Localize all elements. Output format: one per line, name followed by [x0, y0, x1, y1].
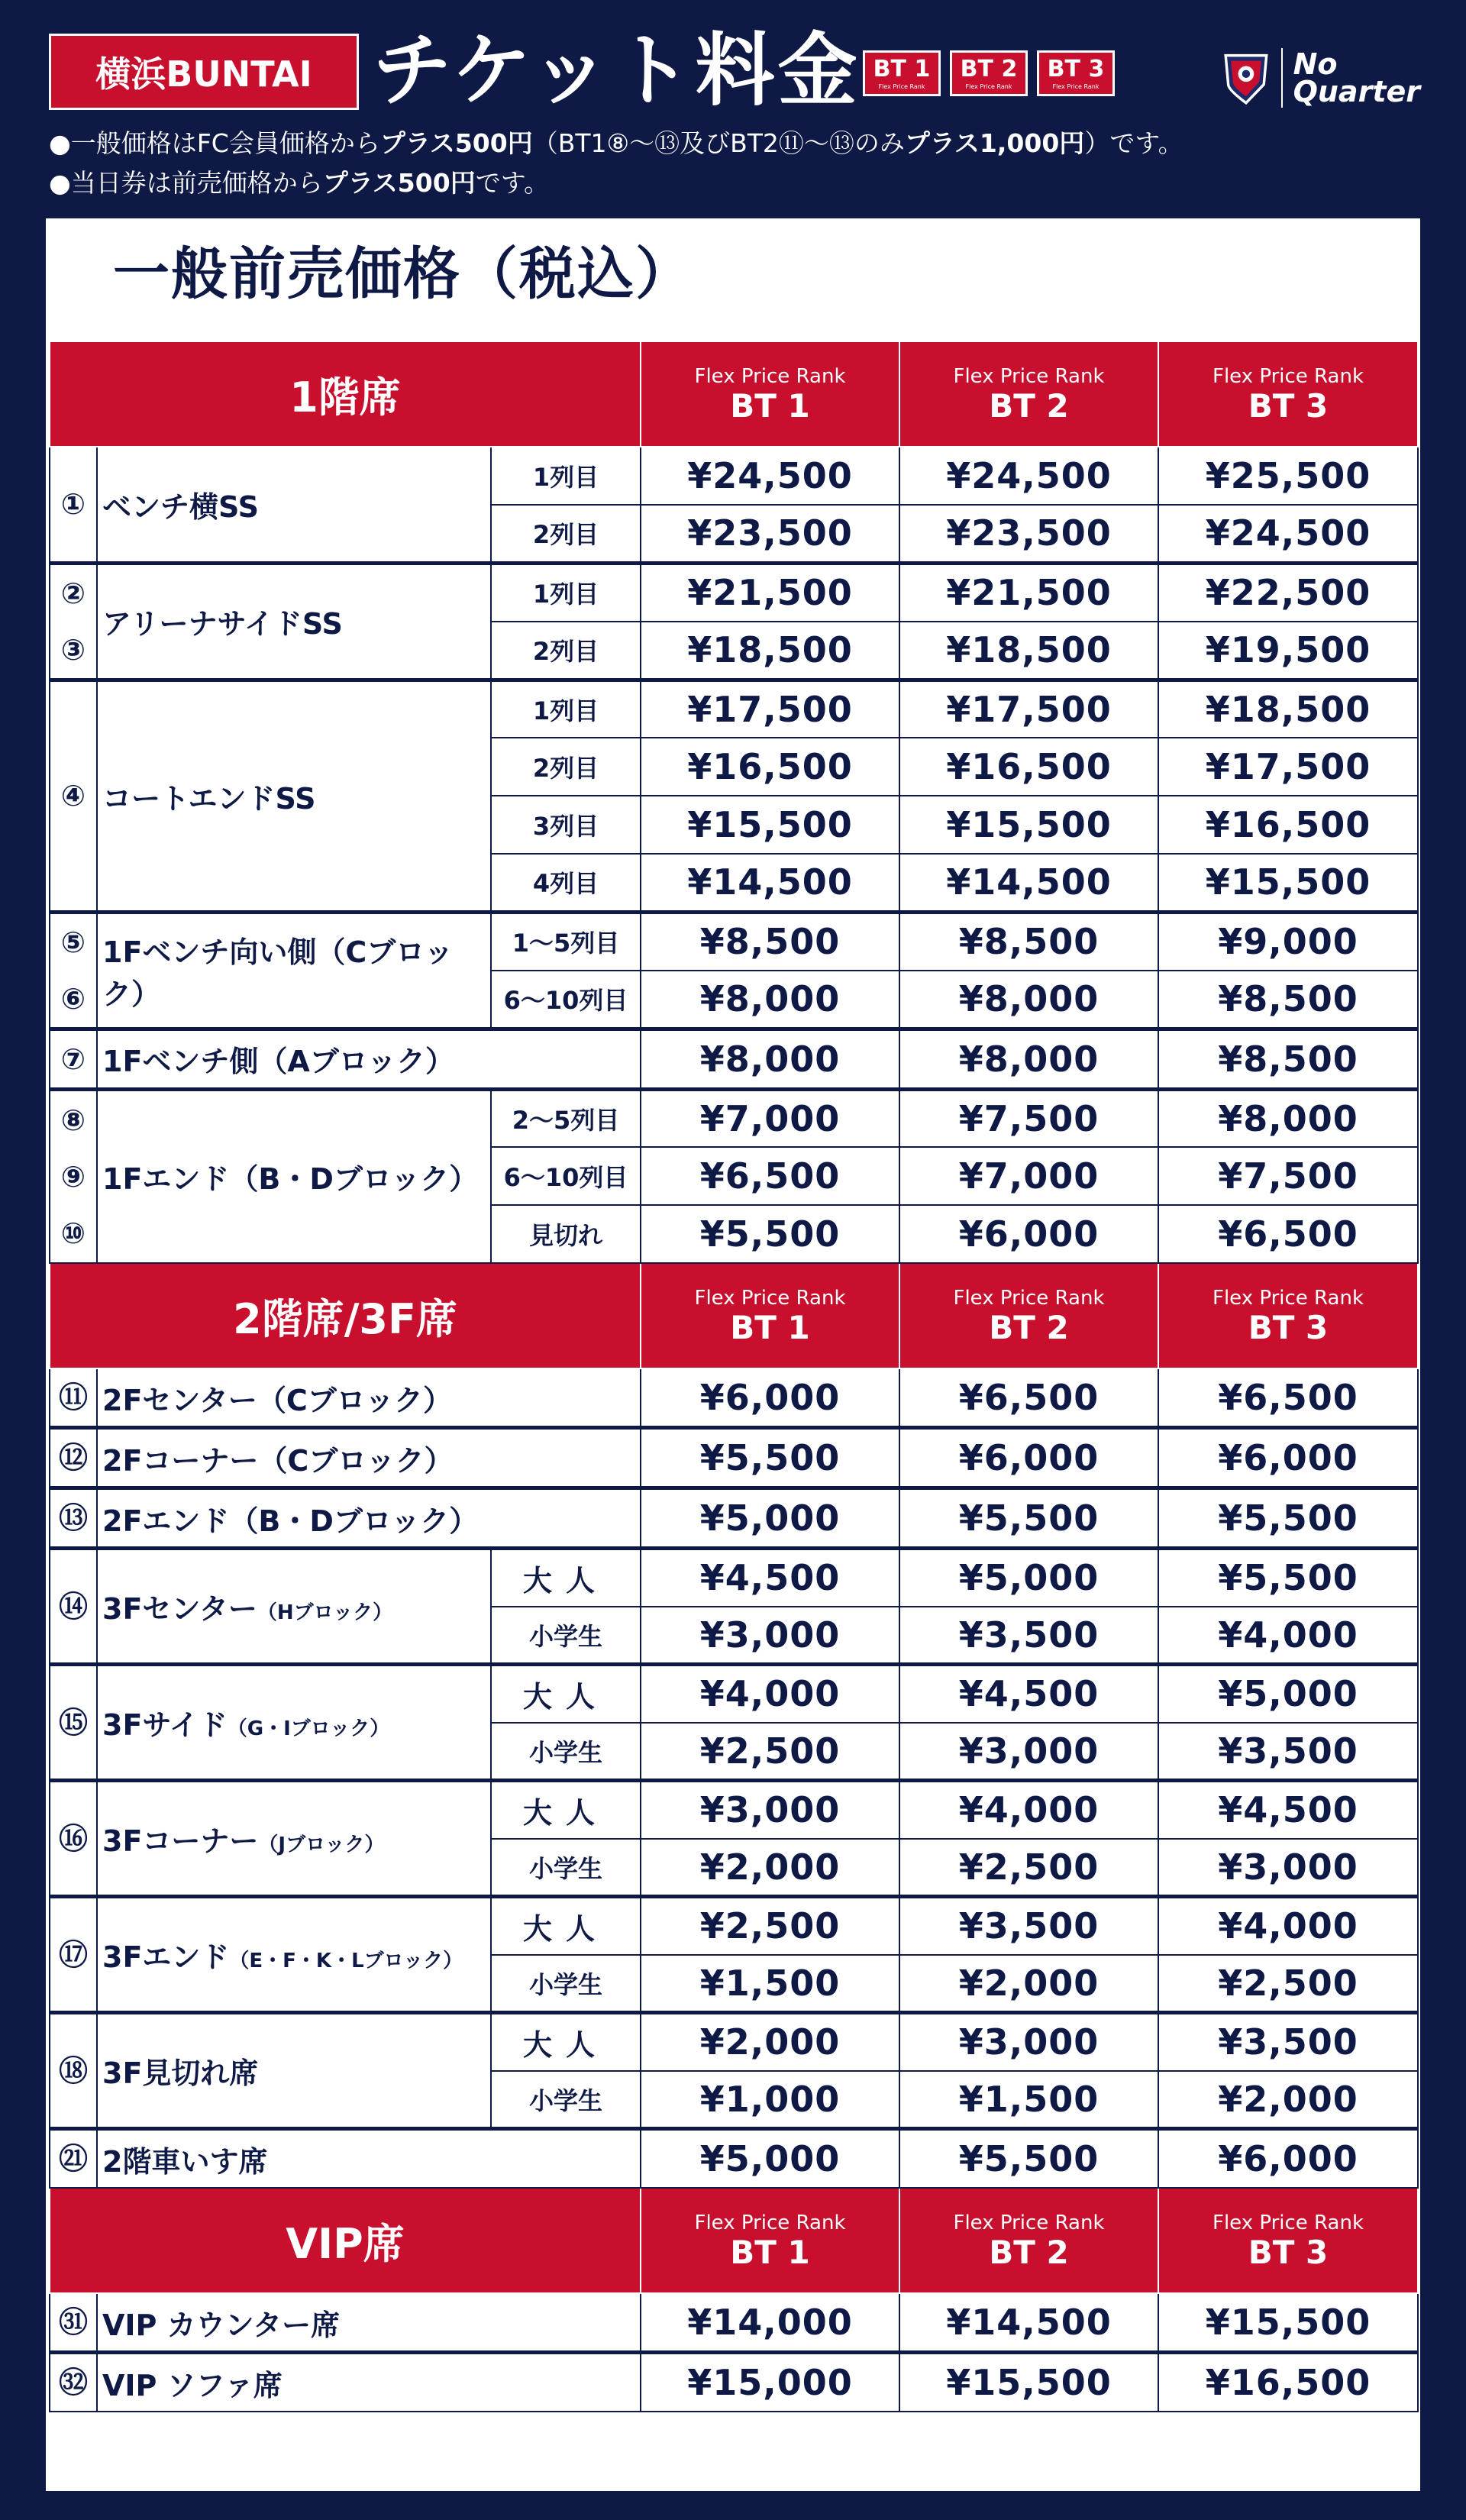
- venue-badge: 横浜BUNTAI: [49, 34, 359, 110]
- note-text: （BT1⑧〜⑬及びBT2⑪〜⑬のみ: [532, 128, 905, 158]
- price-bt2: ¥18,500: [899, 622, 1158, 680]
- price-bt3: ¥8,500: [1158, 971, 1418, 1029]
- bt3-badge: [1037, 50, 1115, 96]
- seat-name-label: 1Fベンチ向い側（Cブロック）: [102, 935, 454, 1011]
- page-title: チケット料金: [373, 24, 861, 117]
- seat-name-label: 3Fサイド: [102, 1708, 228, 1742]
- price-bt1: ¥2,000: [641, 2013, 899, 2071]
- price-row: [50, 1781, 1418, 1839]
- seat-number: [50, 2293, 97, 2353]
- seat-number-label: ⑫: [58, 1441, 88, 1475]
- price-bt2: ¥5,500: [899, 1488, 1158, 1549]
- price-bt3: ¥15,500: [1158, 854, 1418, 912]
- row-label: 6〜10列目: [491, 1147, 641, 1205]
- row-label: 小学生: [491, 1607, 641, 1665]
- group-header-row: [50, 341, 1418, 447]
- bt3-badge-sub: Flex Price Rank: [1052, 83, 1100, 90]
- seat-name-label: ベンチ横SS: [102, 489, 260, 524]
- price-bt3: ¥3,500: [1158, 2013, 1418, 2071]
- price-bt2: ¥3,000: [899, 2013, 1158, 2071]
- price-bt3: ¥2,500: [1158, 1955, 1418, 2013]
- price-bt1: ¥14,500: [641, 854, 899, 912]
- price-bt2: ¥6,000: [899, 1205, 1158, 1263]
- price-bt2: ¥15,500: [899, 796, 1158, 854]
- bt1-column-header: [641, 341, 899, 447]
- price-bt2: ¥6,000: [899, 1428, 1158, 1488]
- price-bt1: ¥8,000: [641, 1029, 899, 1089]
- seat-block-label: （E・F・K・Lブロック）: [229, 1950, 463, 1972]
- notes: [49, 124, 1183, 203]
- seat-number: [50, 1029, 97, 1089]
- price-bt2: ¥5,000: [899, 1549, 1158, 1607]
- price-bt3: ¥15,500: [1158, 2293, 1418, 2353]
- row-label: 2列目: [491, 622, 641, 680]
- flex-price-rank-label: Flex Price Rank: [1213, 2211, 1364, 2234]
- seat-name: [97, 2353, 641, 2412]
- logo-wordmark: [1293, 47, 1420, 108]
- row-label: 1列目: [491, 563, 641, 622]
- price-bt1: ¥2,500: [641, 1897, 899, 1955]
- row-label: 1〜5列目: [491, 912, 641, 971]
- row-label: 小学生: [491, 1955, 641, 2013]
- note-emphasis: プラス500円: [379, 128, 533, 158]
- flex-price-rank-label: Flex Price Rank: [694, 1287, 846, 1310]
- price-bt2: ¥8,000: [899, 1029, 1158, 1089]
- price-bt2: ¥5,500: [899, 2129, 1158, 2189]
- seat-name: [97, 2293, 641, 2353]
- price-bt3: ¥4,000: [1158, 1897, 1418, 1955]
- price-bt2: ¥2,500: [899, 1839, 1158, 1897]
- seat-number-label: ②: [60, 576, 86, 610]
- price-bt3: ¥3,000: [1158, 1839, 1418, 1897]
- bt-label: BT 1: [730, 1309, 810, 1346]
- price-row: [50, 912, 1418, 971]
- flex-price-rank-label: Flex Price Rank: [953, 2211, 1105, 2234]
- price-bt2: ¥3,500: [899, 1607, 1158, 1665]
- price-table: [49, 341, 1419, 2412]
- seat-name-label: 1Fエンド（B・Dブロック）: [102, 1162, 479, 1197]
- price-bt3: ¥22,500: [1158, 563, 1418, 622]
- price-bt2: ¥24,500: [899, 447, 1158, 505]
- seat-number: [50, 1897, 97, 2013]
- bt1-column-header: [641, 2188, 899, 2293]
- price-bt2: ¥8,000: [899, 971, 1158, 1029]
- seat-name-label: 2階車いす席: [102, 2144, 268, 2179]
- price-row: [50, 1665, 1418, 1723]
- seat-name-label: 3F見切れ席: [102, 2056, 259, 2090]
- seat-name-label: 2Fセンター（Cブロック）: [102, 1383, 453, 1417]
- bt2-column-header: [899, 2188, 1158, 2293]
- group-title: 1階席: [50, 341, 641, 447]
- row-label: 見切れ: [491, 1205, 641, 1263]
- price-row: [50, 1428, 1418, 1488]
- seat-number-label: ㉛: [58, 2305, 88, 2339]
- price-row: [50, 2129, 1418, 2189]
- seat-name-label: VIP ソファ席: [102, 2368, 283, 2402]
- seat-name-label: 2Fコーナー（Cブロック）: [102, 1443, 454, 1478]
- seat-number: [50, 1428, 97, 1488]
- price-bt3: ¥9,000: [1158, 912, 1418, 971]
- price-bt1: ¥16,500: [641, 738, 899, 796]
- row-label: 大人: [491, 1781, 641, 1839]
- seat-name: [97, 1897, 491, 2013]
- flex-price-rank-label: Flex Price Rank: [953, 1287, 1105, 1310]
- bt-label: BT 1: [730, 387, 810, 425]
- row-label: 大人: [491, 1665, 641, 1723]
- price-bt1: ¥5,500: [641, 1428, 899, 1488]
- seat-number: [50, 2353, 97, 2412]
- price-row: [50, 563, 1418, 622]
- note-text: ●当日券は前売価格から: [49, 168, 323, 198]
- flex-price-rank-label: Flex Price Rank: [1213, 1287, 1364, 1310]
- price-bt3: ¥16,500: [1158, 2353, 1418, 2412]
- note-emphasis: プラス500円: [322, 168, 476, 198]
- seat-name: [97, 680, 491, 912]
- price-bt3: ¥24,500: [1158, 505, 1418, 563]
- price-bt1: ¥18,500: [641, 622, 899, 680]
- bt2-badge: [950, 50, 1028, 96]
- team-logo: [1222, 40, 1420, 116]
- price-bt3: ¥5,000: [1158, 1665, 1418, 1723]
- price-bt1: ¥15,500: [641, 796, 899, 854]
- price-bt2: ¥8,500: [899, 912, 1158, 971]
- price-bt1: ¥2,000: [641, 1839, 899, 1897]
- price-bt2: ¥14,500: [899, 2293, 1158, 2353]
- price-sheet: [46, 218, 1420, 2491]
- seat-name-label: コートエンドSS: [102, 781, 316, 816]
- seat-number-label: ①: [60, 487, 86, 522]
- seat-name: [97, 912, 491, 1029]
- seat-number: [50, 563, 97, 680]
- seat-name: [97, 1029, 641, 1089]
- seat-number: [50, 447, 97, 563]
- price-bt3: ¥4,000: [1158, 1607, 1418, 1665]
- row-label: 大人: [491, 2013, 641, 2071]
- price-bt2: ¥4,500: [899, 1665, 1158, 1723]
- seat-number: [50, 1781, 97, 1897]
- price-bt3: ¥5,500: [1158, 1549, 1418, 1607]
- price-row: [50, 2353, 1418, 2412]
- seat-number-label: ⑧: [60, 1103, 86, 1137]
- price-bt1: ¥6,500: [641, 1147, 899, 1205]
- seat-name-label: 2Fエンド（B・Dブロック）: [102, 1504, 479, 1538]
- row-label: 大人: [491, 1897, 641, 1955]
- price-row: [50, 1089, 1418, 1147]
- price-bt2: ¥3,500: [899, 1897, 1158, 1955]
- price-row: [50, 2293, 1418, 2353]
- price-row: [50, 680, 1418, 738]
- price-bt1: ¥23,500: [641, 505, 899, 563]
- price-bt3: ¥6,500: [1158, 1368, 1418, 1428]
- section-title: 一般前売価格（税込）: [113, 241, 693, 307]
- price-bt1: ¥3,000: [641, 1781, 899, 1839]
- price-bt1: ¥1,500: [641, 1955, 899, 2013]
- seat-number: [50, 1368, 97, 1428]
- seat-name: [97, 1488, 641, 1549]
- group-title: VIP席: [50, 2188, 641, 2293]
- group-title: 2階席/3F席: [50, 1263, 641, 1368]
- price-bt3: ¥18,500: [1158, 680, 1418, 738]
- price-bt3: ¥8,500: [1158, 1029, 1418, 1089]
- bt2-column-header: [899, 1263, 1158, 1368]
- seat-name-label: 3Fエンド: [102, 1940, 230, 1974]
- seat-number-label: ⑪: [58, 1381, 88, 1414]
- note-line: [49, 163, 1183, 203]
- bt3-column-header: [1158, 341, 1418, 447]
- price-row: [50, 447, 1418, 505]
- bt-label: BT 3: [1248, 387, 1329, 425]
- seat-number: [50, 912, 97, 1029]
- row-label: 6〜10列目: [491, 971, 641, 1029]
- bt-label: BT 1: [730, 2234, 810, 2271]
- price-bt2: ¥7,500: [899, 1089, 1158, 1147]
- price-bt3: ¥6,500: [1158, 1205, 1418, 1263]
- price-bt3: ¥6,000: [1158, 1428, 1418, 1488]
- seat-name-label: VIP カウンター席: [102, 2308, 341, 2342]
- seat-number-label: ⑬: [58, 1501, 88, 1535]
- flex-price-rank-label: Flex Price Rank: [694, 2211, 846, 2234]
- price-bt2: ¥17,500: [899, 680, 1158, 738]
- price-bt3: ¥2,000: [1158, 2071, 1418, 2129]
- bt2-badge-label: BT 2: [960, 56, 1018, 82]
- price-bt1: ¥7,000: [641, 1089, 899, 1147]
- price-bt2: ¥2,000: [899, 1955, 1158, 2013]
- seat-number-label: ⑤: [60, 925, 86, 959]
- seat-block-label: （G・Iブロック）: [227, 1717, 390, 1740]
- seat-number: [50, 680, 97, 912]
- seat-name: [97, 1368, 641, 1428]
- seat-name: [97, 1549, 491, 1665]
- seat-number-label: ③: [60, 632, 86, 667]
- shield-icon: [1222, 46, 1271, 110]
- price-bt1: ¥1,000: [641, 2071, 899, 2129]
- seat-number: [50, 1089, 97, 1263]
- seat-name-label: 3Fセンター: [102, 1592, 257, 1626]
- row-label: 小学生: [491, 1839, 641, 1897]
- bt-label: BT 3: [1248, 1309, 1329, 1346]
- logo-text-quarter: Quarter: [1293, 75, 1420, 108]
- bt1-badge: [863, 50, 941, 96]
- price-bt2: ¥1,500: [899, 2071, 1158, 2129]
- price-bt2: ¥14,500: [899, 854, 1158, 912]
- bt-badge-group: [863, 50, 1115, 96]
- row-label: 3列目: [491, 796, 641, 854]
- bt1-badge-sub: Flex Price Rank: [878, 83, 925, 90]
- price-bt2: ¥7,000: [899, 1147, 1158, 1205]
- seat-block-label: （Jブロック）: [258, 1833, 385, 1856]
- seat-name: [97, 1089, 491, 1263]
- flex-price-rank-label: Flex Price Rank: [953, 365, 1105, 388]
- seat-name: [97, 2013, 491, 2129]
- price-bt3: ¥6,000: [1158, 2129, 1418, 2189]
- bt3-column-header: [1158, 1263, 1418, 1368]
- bt-label: BT 2: [989, 387, 1069, 425]
- seat-number-label: ⑭: [58, 1589, 88, 1623]
- group-header-row: [50, 2188, 1418, 2293]
- price-bt2: ¥16,500: [899, 738, 1158, 796]
- flex-price-rank-label: Flex Price Rank: [1213, 365, 1364, 388]
- price-bt3: ¥16,500: [1158, 796, 1418, 854]
- seat-number-label: ⑮: [58, 1705, 88, 1740]
- row-label: 2列目: [491, 505, 641, 563]
- price-bt1: ¥14,000: [641, 2293, 899, 2353]
- price-bt1: ¥2,500: [641, 1723, 899, 1781]
- seat-number-label: ⑥: [60, 981, 86, 1016]
- price-row: [50, 1897, 1418, 1955]
- seat-name: [97, 563, 491, 680]
- price-bt2: ¥21,500: [899, 563, 1158, 622]
- seat-number: [50, 2013, 97, 2129]
- bt3-column-header: [1158, 2188, 1418, 2293]
- seat-number-label: ㉜: [58, 2366, 88, 2399]
- seat-name-label: アリーナサイドSS: [102, 607, 343, 641]
- bt2-badge-sub: Flex Price Rank: [965, 83, 1012, 90]
- price-row: [50, 1029, 1418, 1089]
- price-bt1: ¥3,000: [641, 1607, 899, 1665]
- seat-number-label: ㉑: [58, 2142, 88, 2176]
- seat-number: [50, 1549, 97, 1665]
- note-text: です。: [475, 168, 550, 198]
- seat-name: [97, 1428, 641, 1488]
- row-label: 2列目: [491, 738, 641, 796]
- seat-name: [97, 1781, 491, 1897]
- seat-number-label: ⑱: [58, 2053, 88, 2088]
- price-bt3: ¥17,500: [1158, 738, 1418, 796]
- price-row: [50, 1488, 1418, 1549]
- price-bt2: ¥23,500: [899, 505, 1158, 563]
- logo-divider: [1281, 48, 1283, 108]
- seat-number-label: ⑰: [58, 1937, 88, 1972]
- price-bt3: ¥19,500: [1158, 622, 1418, 680]
- seat-name-label: 3Fコーナー: [102, 1824, 259, 1858]
- price-bt1: ¥15,000: [641, 2353, 899, 2412]
- price-row: [50, 2013, 1418, 2071]
- price-bt1: ¥4,500: [641, 1549, 899, 1607]
- note-line: [49, 124, 1183, 163]
- group-header-row: [50, 1263, 1418, 1368]
- note-emphasis: プラス1,000円: [904, 128, 1085, 158]
- bt-label: BT 3: [1248, 2234, 1329, 2271]
- seat-number: [50, 1488, 97, 1549]
- bt1-badge-label: BT 1: [873, 56, 931, 82]
- price-bt1: ¥6,000: [641, 1368, 899, 1428]
- price-bt1: ¥24,500: [641, 447, 899, 505]
- price-bt2: ¥6,500: [899, 1368, 1158, 1428]
- price-bt2: ¥15,500: [899, 2353, 1158, 2412]
- seat-number-label: ⑦: [60, 1042, 86, 1076]
- price-bt1: ¥17,500: [641, 680, 899, 738]
- seat-name-label: 1Fベンチ側（Aブロック）: [102, 1045, 455, 1078]
- bt1-column-header: [641, 1263, 899, 1368]
- bt-label: BT 2: [989, 1309, 1069, 1346]
- flex-price-rank-label: Flex Price Rank: [694, 365, 846, 388]
- row-label: 大人: [491, 1549, 641, 1607]
- bt3-badge-label: BT 3: [1047, 56, 1105, 82]
- row-label: 小学生: [491, 2071, 641, 2129]
- seat-number-label: ⑨: [60, 1159, 86, 1194]
- price-bt2: ¥4,000: [899, 1781, 1158, 1839]
- price-bt3: ¥5,500: [1158, 1488, 1418, 1549]
- row-label: 1列目: [491, 447, 641, 505]
- price-bt3: ¥25,500: [1158, 447, 1418, 505]
- row-label: 2〜5列目: [491, 1089, 641, 1147]
- price-bt3: ¥3,500: [1158, 1723, 1418, 1781]
- price-bt3: ¥7,500: [1158, 1147, 1418, 1205]
- price-bt3: ¥4,500: [1158, 1781, 1418, 1839]
- price-bt1: ¥5,000: [641, 1488, 899, 1549]
- seat-number-label: ⑩: [60, 1216, 86, 1250]
- seat-name: [97, 2129, 641, 2189]
- price-bt1: ¥21,500: [641, 563, 899, 622]
- row-label: 1列目: [491, 680, 641, 738]
- price-bt3: ¥8,000: [1158, 1089, 1418, 1147]
- seat-name: [97, 1665, 491, 1781]
- price-bt1: ¥8,500: [641, 912, 899, 971]
- price-bt1: ¥8,000: [641, 971, 899, 1029]
- price-bt1: ¥5,500: [641, 1205, 899, 1263]
- note-text: ）です。: [1084, 128, 1183, 158]
- price-bt2: ¥3,000: [899, 1723, 1158, 1781]
- bt-label: BT 2: [989, 2234, 1069, 2271]
- row-label: 4列目: [491, 854, 641, 912]
- price-row: [50, 1549, 1418, 1607]
- price-bt1: ¥4,000: [641, 1665, 899, 1723]
- seat-number-label: ⑯: [58, 1821, 88, 1856]
- logo-text-no: No: [1293, 47, 1338, 81]
- seat-number: [50, 2129, 97, 2189]
- note-text: ●一般価格はFC会員価格から: [49, 128, 380, 158]
- price-bt1: ¥5,000: [641, 2129, 899, 2189]
- seat-name: [97, 447, 491, 563]
- seat-number-label: ④: [60, 779, 86, 813]
- bt2-column-header: [899, 341, 1158, 447]
- seat-block-label: （Hブロック）: [257, 1601, 393, 1624]
- price-row: [50, 1368, 1418, 1428]
- seat-number: [50, 1665, 97, 1781]
- row-label: 小学生: [491, 1723, 641, 1781]
